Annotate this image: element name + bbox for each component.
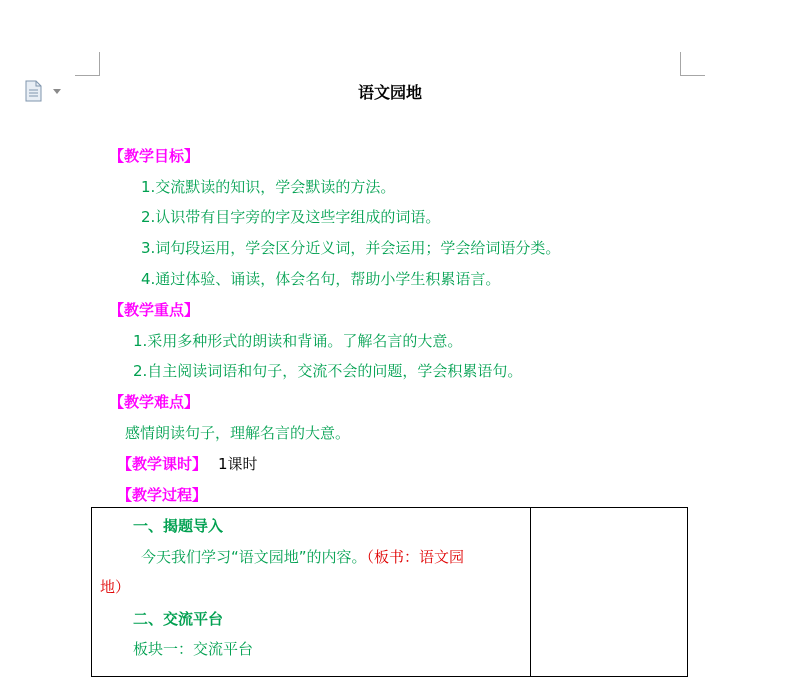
chevron-down-icon [53,89,61,94]
section1-paragraph [141,547,464,567]
document-title: 语文园地 [358,83,423,102]
section1-board-note-cont: 地） [100,578,131,596]
key-point-1: 1.采用多种形式的朗读和背诵。了解名言的大意。 [133,332,463,350]
difficulty-text: 感情朗读句子，理解名言的大意。 [125,424,351,442]
objective-2: 2.认识带有目字旁的字及这些字组成的词语。 [141,208,441,226]
objective-1: 1.交流默读的知识，学会默读的方法。 [141,178,396,196]
process-heading: 【教学过程】 [117,486,208,504]
section2-item: 板块一：交流平台 [133,640,254,658]
section2-title: 二、交流平台 [133,610,224,628]
hours-value: 1课时 [218,455,258,473]
key-point-2: 2.自主阅读词语和句子，交流不会的问题，学会积累语句。 [133,362,523,380]
section1-title: 一、揭题导入 [133,517,224,535]
objective-3: 3.词句段运用，学会区分近义词，并会运用；学会给词语分类。 [141,239,561,257]
process-table [91,507,688,677]
objective-4: 4.通过体验、诵读，体会名句，帮助小学生积累语言。 [141,270,501,288]
section1-board-note: （板书：语文园 [366,548,465,566]
difficulty-heading: 【教学难点】 [109,393,200,411]
section1-text: 今天我们学习“语文园地”的内容。 [141,548,367,566]
document-menu-button[interactable] [24,80,64,102]
table-column-divider [530,508,531,676]
hours-heading: 【教学课时】 [117,455,208,473]
key-points-heading: 【教学重点】 [109,301,200,319]
objectives-heading: 【教学目标】 [109,147,200,165]
crop-mark-top-left-vertical [99,52,100,76]
crop-mark-top-right-vertical [680,52,681,76]
crop-mark-top-left-horizontal [75,75,100,76]
crop-mark-top-right-horizontal [680,75,705,76]
